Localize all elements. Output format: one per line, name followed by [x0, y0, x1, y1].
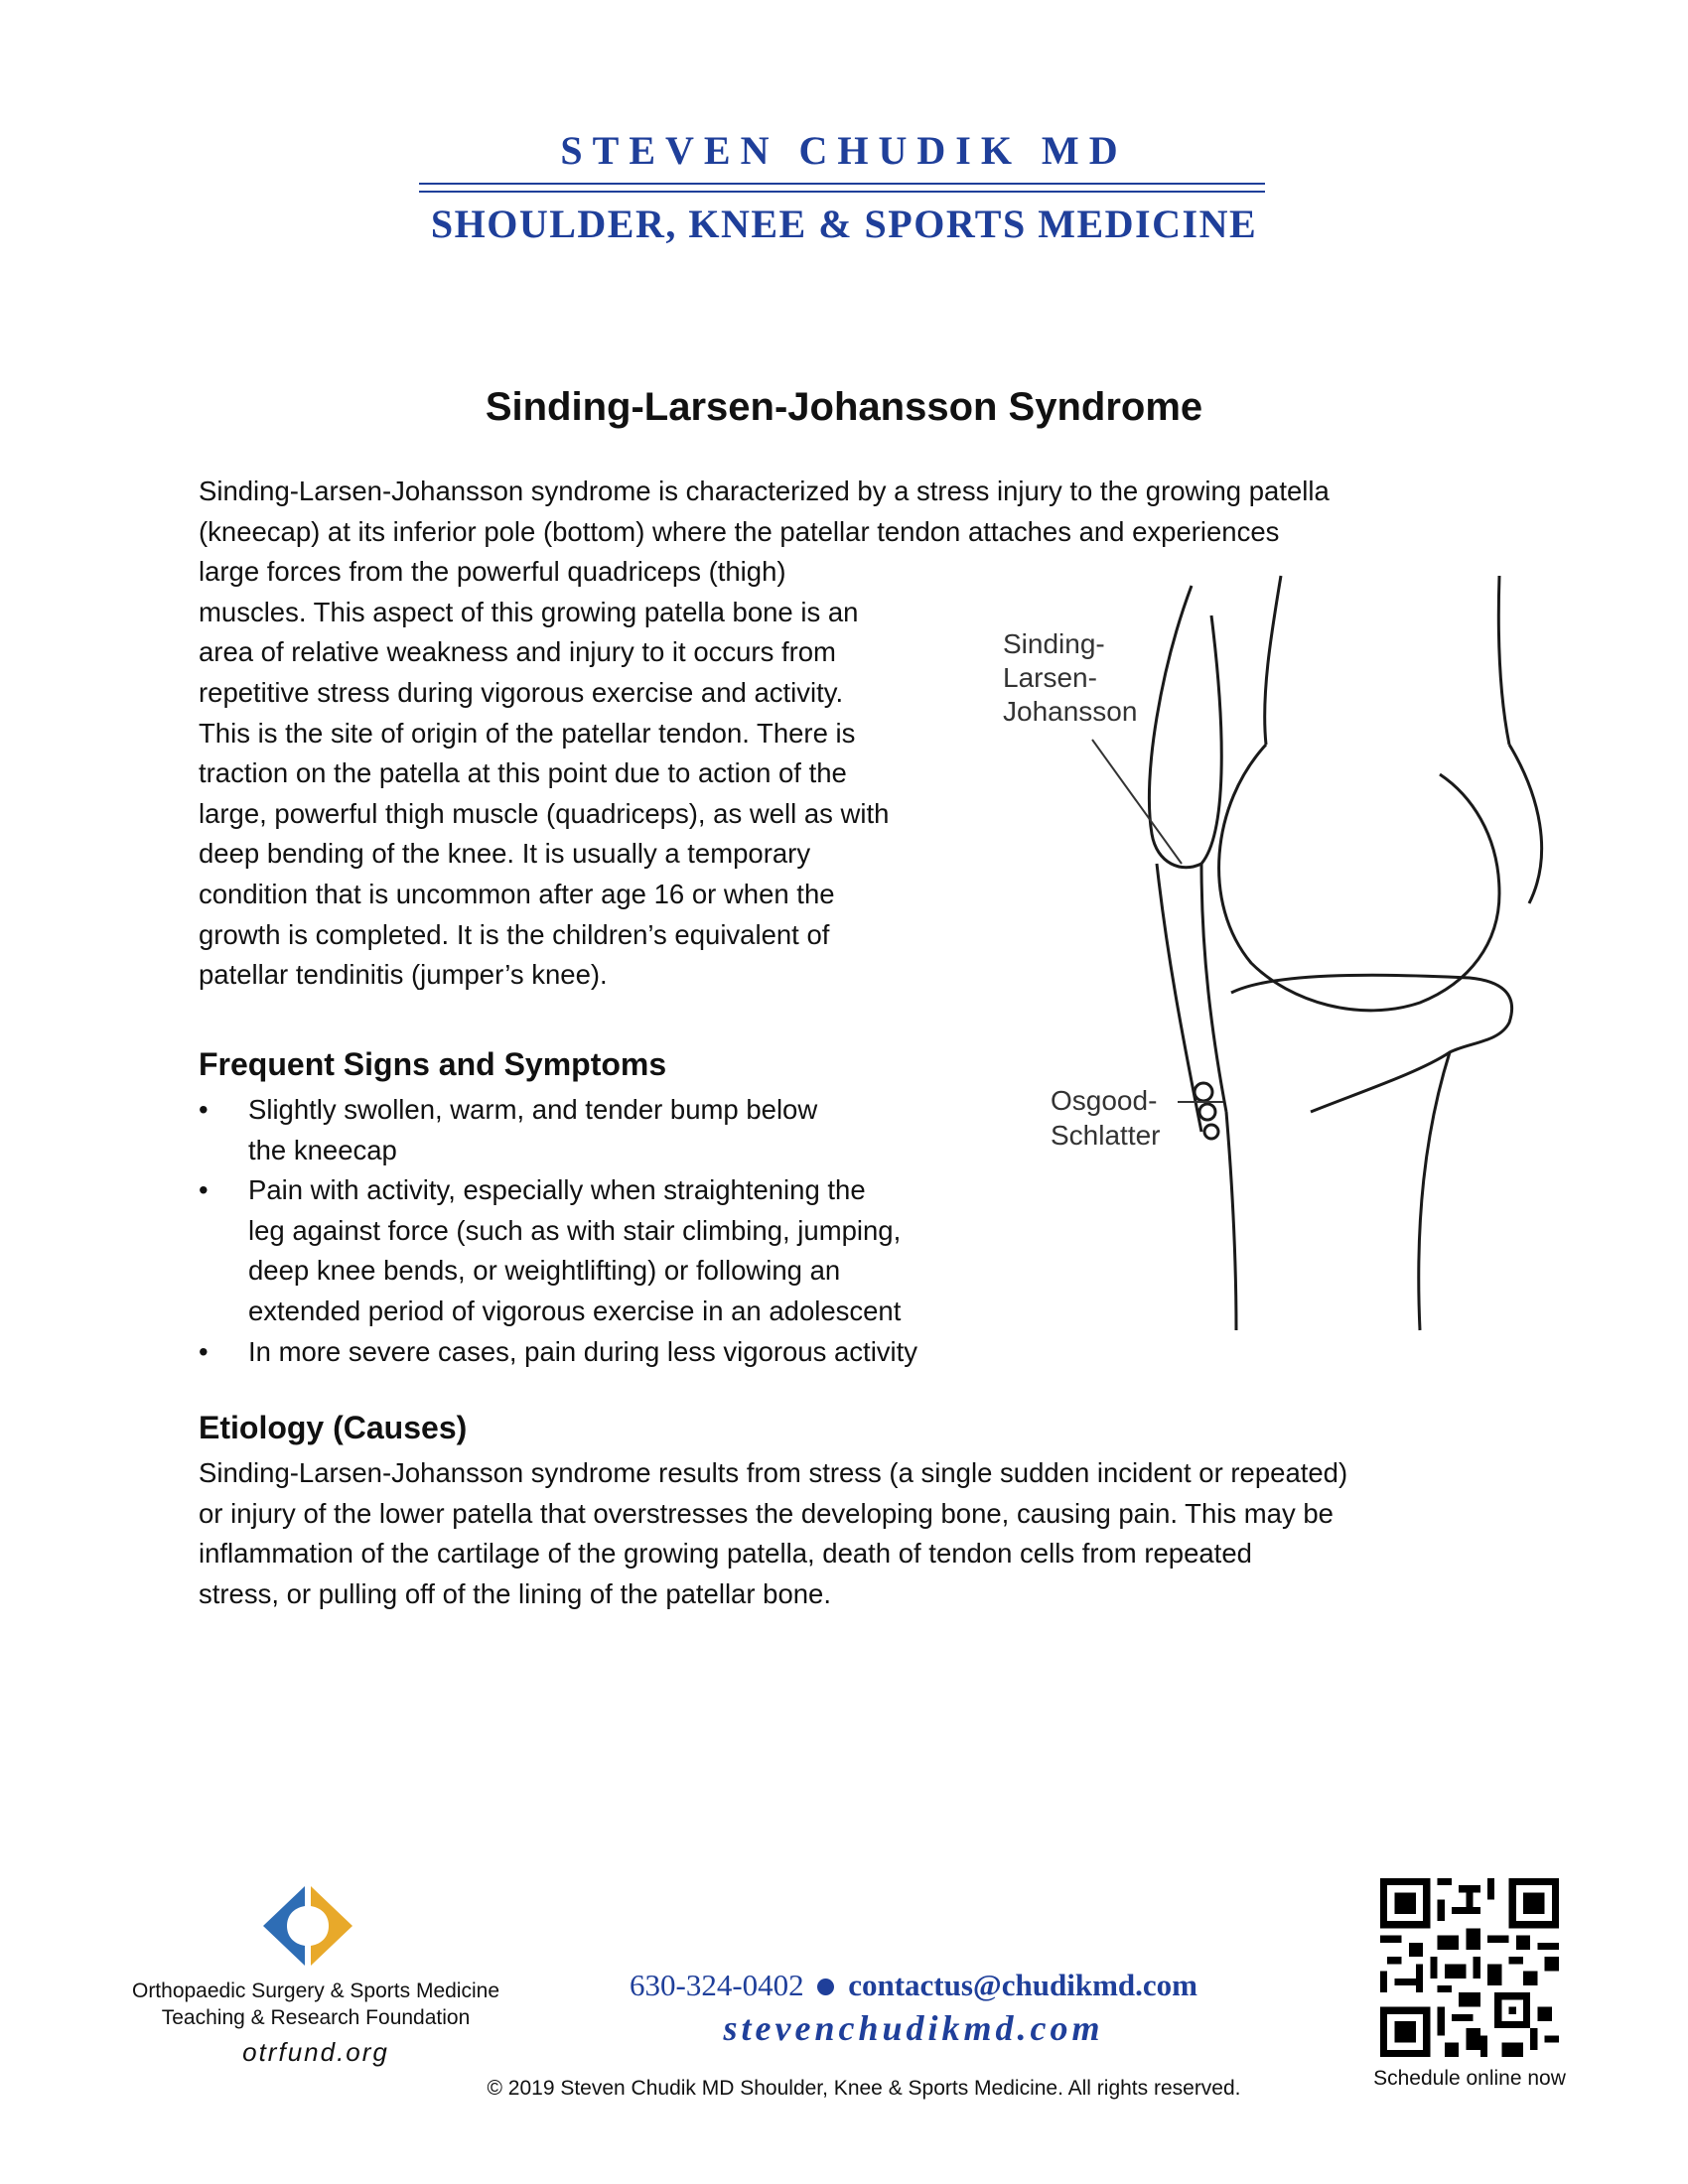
symptoms-list	[199, 1090, 993, 1372]
intro-line: deep bending of the knee. It is usually a temporary	[199, 838, 811, 870]
qr-caption: Schedule online now	[1373, 2067, 1566, 2090]
symptom-item: • In more severe cases, pain during less vigorous activity	[199, 1332, 993, 1373]
bullet-icon: •	[199, 1094, 209, 1125]
femoral-condyle	[1219, 745, 1499, 1011]
symptom-item: • Slightly swollen, warm, and tender bump below the kneecap	[199, 1090, 993, 1170]
intro-line: patellar tendinitis (jumper’s knee).	[199, 959, 608, 991]
copyright-notice: © 2019 Steven Chudik MD Shoulder, Knee & Sports Medicine. All rights reserved.	[487, 2077, 1241, 2100]
intro-line: traction on the patella at this point due to action of the	[199, 757, 847, 789]
logo-gold-shape	[311, 1886, 352, 1966]
label-osgood: Osgood-	[1051, 1085, 1158, 1116]
contact-line	[536, 1968, 1291, 2003]
page-title: Sinding-Larsen-Johansson Syndrome	[485, 385, 1203, 429]
femur-outline	[1498, 576, 1509, 745]
knee-illustration	[1003, 576, 1559, 1330]
label-leader	[1092, 740, 1182, 864]
logo-blue-shape	[263, 1886, 305, 1966]
email-link[interactable]: contactus@chudikmd.com	[848, 1968, 1197, 2002]
bullet-icon: •	[199, 1335, 209, 1367]
intro-line: growth is completed. It is the children’s equivalent of	[199, 918, 830, 950]
phone-number[interactable]: 630-324-0402	[630, 1968, 804, 2002]
ossicle	[1199, 1104, 1215, 1120]
header-rule-top	[419, 183, 1265, 185]
foundation-name-line1: Orthopaedic Surgery & Sports Medicine	[131, 1979, 499, 2002]
intro-line: large forces from the powerful quadriceps (thigh)	[199, 556, 786, 588]
femur-outline	[1265, 576, 1281, 745]
intro-line: repetitive stress during vigorous exercise and activity.	[199, 676, 844, 708]
bullet-icon: •	[199, 1174, 209, 1206]
intro-line: This is the site of origin of the patellar tendon. There is	[199, 717, 856, 749]
label-johansson: Johansson	[1003, 696, 1138, 727]
intro-line: condition that is uncommon after age 16 or when the	[199, 878, 835, 909]
foundation-name-line2: Teaching & Research Foundation	[161, 2006, 471, 2029]
tibia-outline	[1226, 1112, 1236, 1330]
separator-dot-icon	[817, 1979, 834, 1995]
label-larsen: Larsen-	[1003, 662, 1097, 693]
label-schlatter: Schlatter	[1051, 1120, 1161, 1151]
ossicle	[1195, 1083, 1212, 1101]
practice-name: STEVEN CHUDIK MD	[560, 128, 1128, 173]
symptom-item: • Pain with activity, especially when straightening the leg against force (such as with stair climbing, jumping, deep knee bends, or weightlifting) or following an extended period of vigorous exercise in an adolescent	[199, 1170, 993, 1331]
tibia-outline	[1419, 1052, 1450, 1330]
intro-line: Sinding-Larsen-Johansson syndrome is characterized by a stress injury to the growing patella	[199, 476, 1330, 506]
tibia-plateau	[1231, 975, 1512, 1112]
intro-line: muscles. This aspect of this growing patella bone is an	[199, 596, 859, 627]
website-link[interactable]: stevenchudikmd.com	[723, 2008, 1104, 2048]
etiology-paragraph: Sinding-Larsen-Johansson syndrome results from stress (a single sudden incident or repeated) or injury of the lower patella that overstresses the developing bone, causing pain. This may be inflammation of the cartilage of the growing patella, death of tendon cells from repeated stress, or pulling off of the lining of the patellar bone.	[199, 1457, 1348, 1609]
practice-subtitle: SHOULDER, KNEE & SPORTS MEDICINE	[430, 202, 1258, 246]
symptoms-heading: Frequent Signs and Symptoms	[199, 1046, 667, 1082]
intro-line: (kneecap) at its inferior pole (bottom) where the patellar tendon attaches and experiences	[199, 515, 1280, 547]
qr-code-icon[interactable]	[1380, 1878, 1559, 2057]
patella	[1149, 586, 1221, 868]
etiology-heading: Etiology (Causes)	[199, 1410, 468, 1445]
header-rule-bottom	[419, 191, 1265, 193]
foundation-url[interactable]: otrfund.org	[242, 2037, 389, 2067]
intro-line: area of relative weakness and injury to it occurs from	[199, 636, 836, 668]
intro-line: large, powerful thigh muscle (quadriceps), as well as with	[199, 797, 890, 829]
label-sinding: Sinding-	[1003, 628, 1105, 659]
ossicle	[1204, 1125, 1218, 1139]
foundation-logo	[253, 1884, 362, 1969]
